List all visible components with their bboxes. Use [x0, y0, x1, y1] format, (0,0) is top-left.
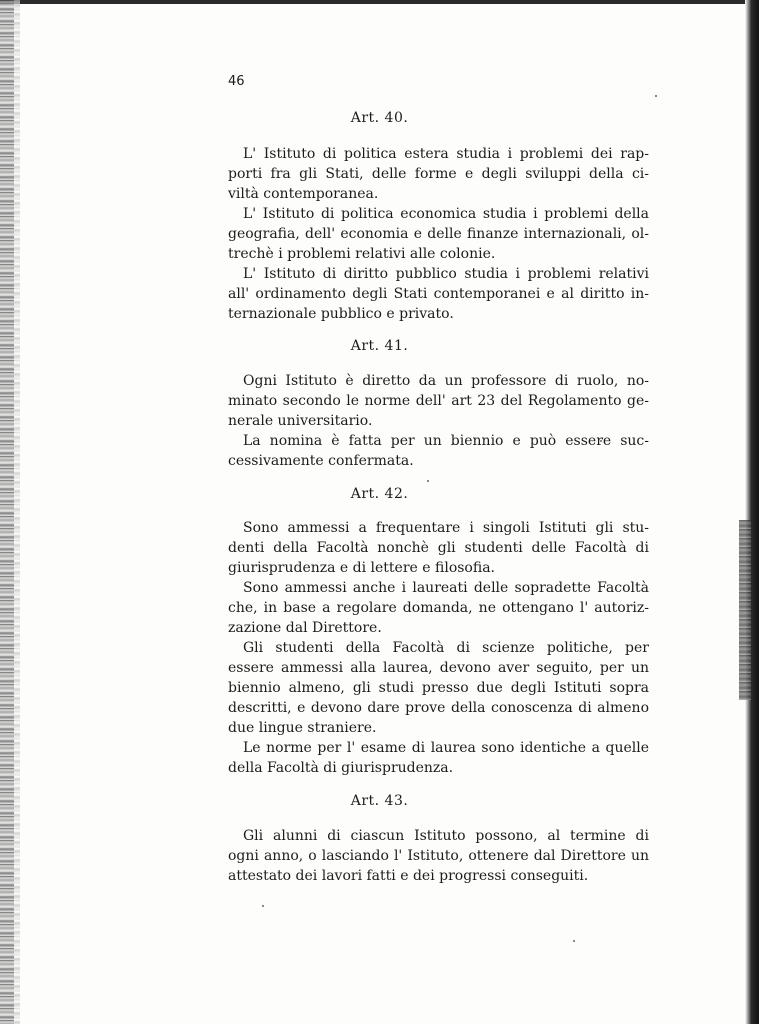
text-line: che, in base a regolare domanda, ne ottengano l' autoriz-	[228, 600, 649, 616]
text-line: porti fra gli Stati, delle forme e degli sviluppi della ci-	[228, 166, 649, 182]
text-line: zazione dal Direttore.	[228, 620, 382, 636]
text-line: della Facoltà di giurisprudenza.	[228, 760, 454, 776]
text-line: attestato dei lavori fatti e dei progressi conseguiti.	[228, 868, 589, 884]
text-line: due lingue straniere.	[228, 720, 377, 736]
speck	[427, 480, 429, 482]
text-line: L' Istituto di politica estera studia i problemi dei rap-	[243, 146, 649, 162]
binding-edge	[0, 0, 14, 1024]
text-line: L' Istituto di politica economica studia i problemi della	[243, 206, 649, 222]
text-line: Ogni Istituto è diretto da un professore di ruolo, no-	[243, 373, 649, 389]
page-number: 46	[228, 74, 245, 89]
speck	[262, 905, 264, 907]
article-heading: Art. 43.	[350, 793, 409, 809]
text-line: Gli studenti della Facoltà di scienze politiche, per	[243, 640, 649, 656]
text-line: geografia, dell' economia e delle finanze internazionali, ol-	[228, 226, 649, 242]
text-line: Sono ammessi anche i laureati delle sopradette Facoltà	[243, 580, 649, 596]
text-line: La nomina è fatta per un biennio e può essere suc-	[243, 433, 649, 449]
speck	[573, 940, 575, 942]
text-line: trechè i problemi relativi alle colonie.	[228, 246, 496, 262]
article-heading: Art. 42.	[350, 486, 409, 502]
text-line: denti della Facoltà nonchè gli studenti delle Facoltà di	[228, 540, 649, 556]
binding-edge-inner	[14, 0, 20, 1024]
text-line: Le norme per l' esame di laurea sono identiche a quelle	[243, 740, 649, 756]
speck	[655, 95, 657, 97]
text-line: viltà contemporanea.	[228, 186, 379, 202]
scan-right-edge	[745, 0, 759, 1024]
text-line: minato secondo le norme dell' art 23 del Regolamento ge-	[228, 393, 649, 409]
text-line: all' ordinamento degli Stati contemporanei e al diritto in-	[228, 286, 649, 302]
article-heading: Art. 41.	[350, 338, 409, 354]
text-line: descritti, e devono dare prove della conoscenza di almeno	[228, 700, 649, 716]
text-line: Sono ammessi a frequentare i singoli Istituti gli stu-	[243, 520, 649, 536]
text-line: L' Istituto di diritto pubblico studia i problemi relativi	[243, 266, 649, 282]
text-line: giurisprudenza e di lettere e filosofia.	[228, 560, 495, 576]
text-line: ternazionale pubblico e privato.	[228, 306, 454, 322]
text-line: biennio almeno, gli studi presso due degli Istituti sopra	[228, 680, 649, 696]
text-line: ogni anno, o lasciando l' Istituto, ottenere dal Direttore un	[228, 848, 649, 864]
text-line: Gli alunni di ciascun Istituto possono, al termine di	[243, 828, 649, 844]
text-line: cessivamente confermata.	[228, 453, 414, 469]
text-line: nerale universitario.	[228, 413, 373, 429]
scan-top-edge	[0, 0, 759, 4]
text-line: essere ammessi alla laurea, devono aver seguito, per un	[228, 660, 649, 676]
article-heading: Art. 40.	[350, 110, 409, 126]
scan-right-shadow	[739, 520, 751, 700]
